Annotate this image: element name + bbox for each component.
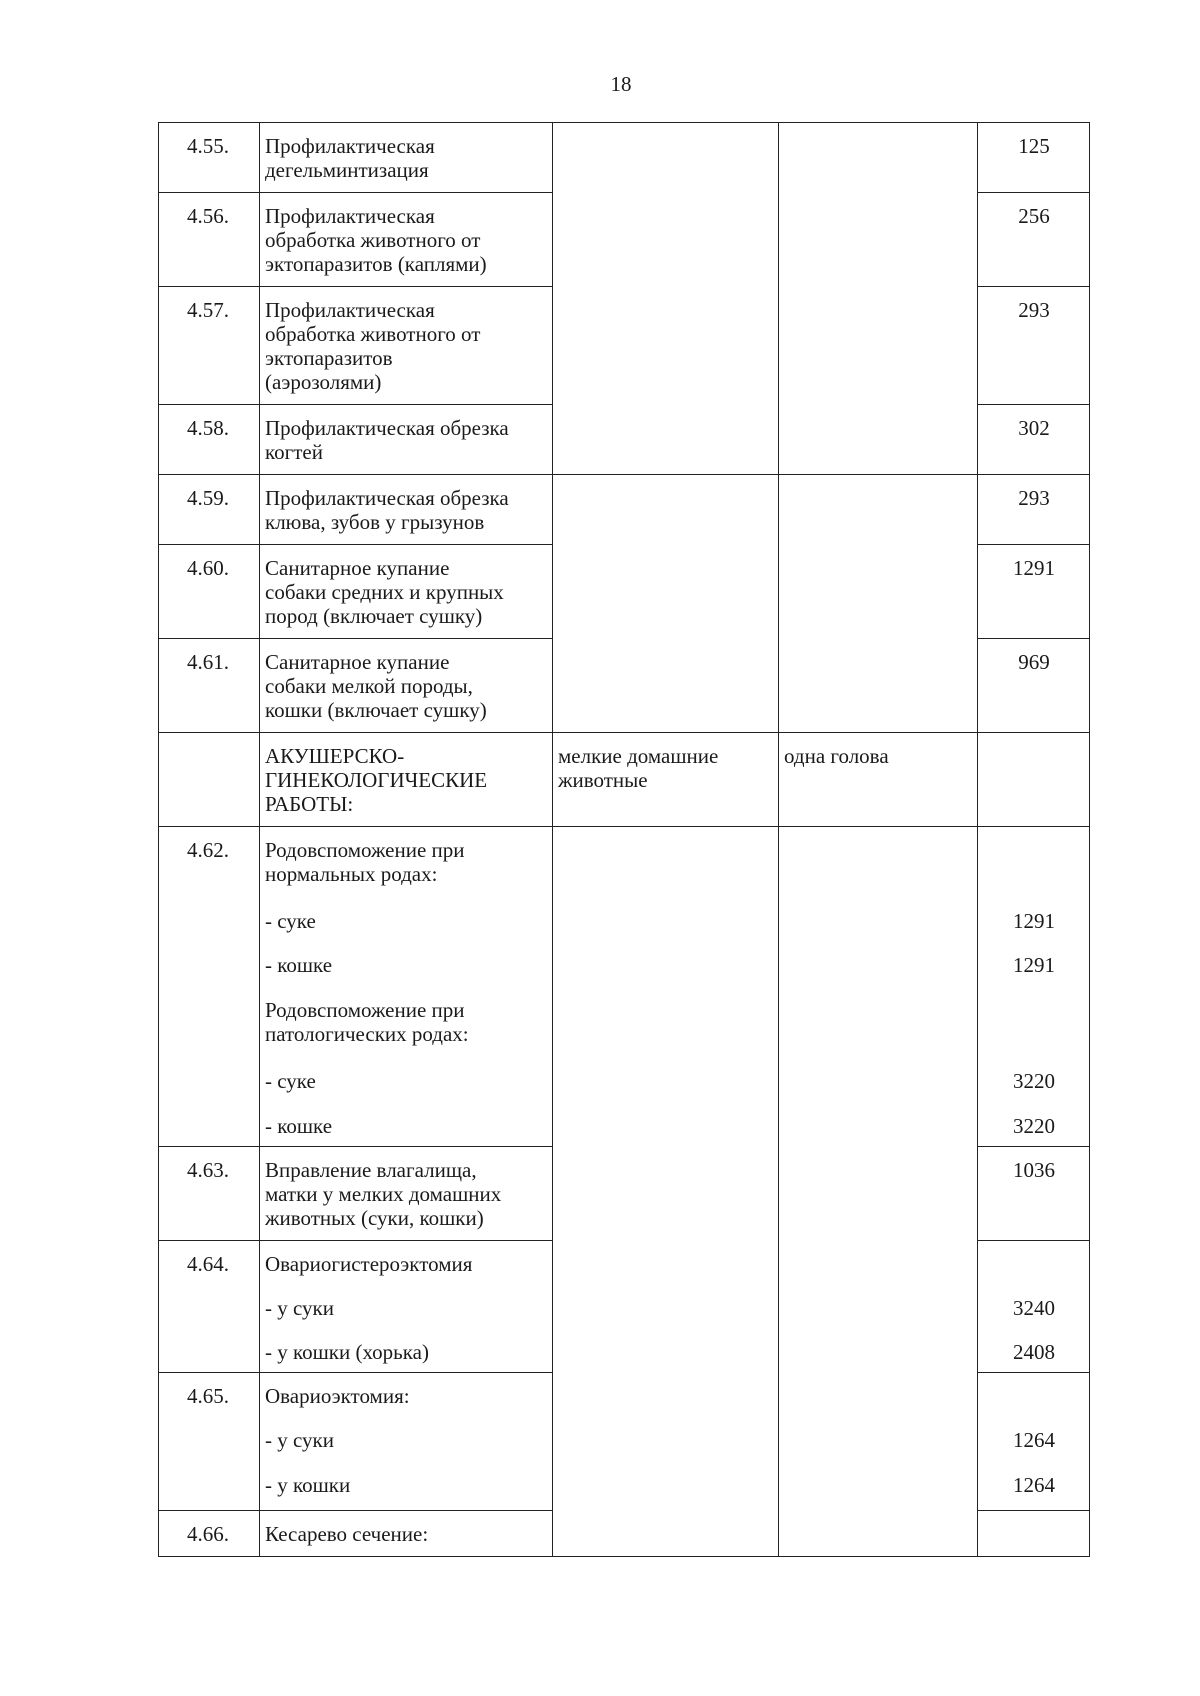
table-horizontal-rule: [977, 286, 1090, 287]
price-value: 3220: [1013, 1069, 1055, 1093]
service-name-line: - у кошки (хорька): [265, 1340, 429, 1364]
service-name-line: Профилактическая: [265, 298, 435, 322]
service-name-line: животных (суки, кошки): [265, 1206, 484, 1230]
page-number: 18: [610, 72, 632, 96]
price-value: 125: [1018, 134, 1050, 158]
service-name-line: пород (включает сушку): [265, 604, 483, 628]
row-number: 4.56.: [187, 204, 229, 228]
price-value: 1291: [1013, 909, 1055, 933]
table-horizontal-rule: [158, 286, 553, 287]
table-horizontal-rule: [977, 1240, 1090, 1241]
service-name-line: Профилактическая обрезка: [265, 416, 509, 440]
service-name-line: - у кошки: [265, 1473, 351, 1497]
price-value: 293: [1018, 298, 1050, 322]
service-name-line: обработка животного от: [265, 322, 481, 346]
service-name-line: Овариогистероэктомия: [265, 1252, 473, 1276]
service-name-line: Родовспоможение при: [265, 998, 465, 1022]
table-vertical-rule: [158, 122, 159, 1556]
table-horizontal-rule: [158, 1510, 553, 1511]
table-horizontal-rule: [977, 1372, 1090, 1373]
service-name-line: (аэрозолями): [265, 370, 382, 394]
service-name-line: Вправление влагалища,: [265, 1158, 477, 1182]
row-number: 4.64.: [187, 1252, 229, 1276]
service-name-line: Родовспоможение при: [265, 838, 465, 862]
price-value: 1264: [1013, 1428, 1055, 1452]
table-horizontal-rule: [158, 192, 553, 193]
service-name-line: собаки средних и крупных: [265, 580, 504, 604]
service-name-line: собаки мелкой породы,: [265, 674, 473, 698]
price-value: 1264: [1013, 1473, 1055, 1497]
table-horizontal-rule: [158, 474, 1090, 475]
table-vertical-rule: [977, 122, 978, 1556]
service-name-line: обработка животного от: [265, 228, 481, 252]
table-horizontal-rule: [158, 404, 553, 405]
price-value: 2408: [1013, 1340, 1055, 1364]
table-horizontal-rule: [158, 732, 1090, 733]
row-number: 4.62.: [187, 838, 229, 862]
price-value: 302: [1018, 416, 1050, 440]
table-horizontal-rule: [977, 638, 1090, 639]
service-name-line: - у суки: [265, 1428, 334, 1452]
table-horizontal-rule: [158, 122, 1090, 123]
table-horizontal-rule: [977, 1146, 1090, 1147]
table-horizontal-rule: [158, 826, 1090, 827]
service-name-line: нормальных родах:: [265, 862, 438, 886]
service-name-line: когтей: [265, 440, 323, 464]
table-horizontal-rule: [977, 192, 1090, 193]
service-name-line: АКУШЕРСКО-: [265, 744, 405, 768]
table-horizontal-rule: [158, 544, 553, 545]
price-value: 3240: [1013, 1296, 1055, 1320]
price-value: 1036: [1013, 1158, 1055, 1182]
service-name-line: дегельминтизация: [265, 158, 429, 182]
row-number: 4.60.: [187, 556, 229, 580]
price-value: 256: [1018, 204, 1050, 228]
service-name-line: Профилактическая: [265, 204, 435, 228]
service-name-line: Овариоэктомия:: [265, 1384, 410, 1408]
table-vertical-rule: [552, 122, 553, 1556]
service-name-line: - кошке: [265, 953, 333, 977]
price-value: 293: [1018, 486, 1050, 510]
price-value: 969: [1018, 650, 1050, 674]
service-name-line: - суке: [265, 1069, 316, 1093]
table-horizontal-rule: [158, 1146, 553, 1147]
service-name-line: клюва, зубов у грызунов: [265, 510, 485, 534]
row-number: 4.57.: [187, 298, 229, 322]
table-vertical-rule: [778, 122, 779, 1556]
service-name-line: матки у мелких домашних: [265, 1182, 502, 1206]
table-horizontal-rule: [158, 638, 553, 639]
service-name-line: патологических родах:: [265, 1022, 469, 1046]
service-name-line: - суке: [265, 909, 316, 933]
service-name-line: Кесарево сечение:: [265, 1522, 429, 1546]
table-horizontal-rule: [977, 1510, 1090, 1511]
service-name-line: эктопаразитов (каплями): [265, 252, 487, 276]
table-vertical-rule: [1089, 122, 1090, 1556]
row-number: 4.61.: [187, 650, 229, 674]
animal-category-line: животные: [558, 768, 648, 792]
service-name-line: - кошке: [265, 1114, 333, 1138]
unit-of-measure: одна голова: [784, 744, 889, 768]
service-name-line: Профилактическая: [265, 134, 435, 158]
row-number: 4.59.: [187, 486, 229, 510]
row-number: 4.65.: [187, 1384, 229, 1408]
row-number: 4.63.: [187, 1158, 229, 1182]
service-name-line: Профилактическая обрезка: [265, 486, 509, 510]
animal-category-line: мелкие домашние: [558, 744, 719, 768]
table-horizontal-rule: [158, 1240, 553, 1241]
service-name-line: кошки (включает сушку): [265, 698, 487, 722]
service-name-line: - у суки: [265, 1296, 334, 1320]
table-vertical-rule: [259, 122, 260, 1556]
table-horizontal-rule: [158, 1372, 553, 1373]
price-value: 1291: [1013, 953, 1055, 977]
price-value: 1291: [1013, 556, 1055, 580]
price-value: 3220: [1013, 1114, 1055, 1138]
service-name-line: эктопаразитов: [265, 346, 393, 370]
table-horizontal-rule: [158, 1556, 1090, 1557]
service-name-line: ГИНЕКОЛОГИЧЕСКИЕ: [265, 768, 488, 792]
table-horizontal-rule: [977, 404, 1090, 405]
service-name-line: Санитарное купание: [265, 650, 450, 674]
service-name-line: Санитарное купание: [265, 556, 450, 580]
service-name-line: РАБОТЫ:: [265, 792, 354, 816]
row-number: 4.58.: [187, 416, 229, 440]
row-number: 4.55.: [187, 134, 229, 158]
table-horizontal-rule: [977, 544, 1090, 545]
row-number: 4.66.: [187, 1522, 229, 1546]
